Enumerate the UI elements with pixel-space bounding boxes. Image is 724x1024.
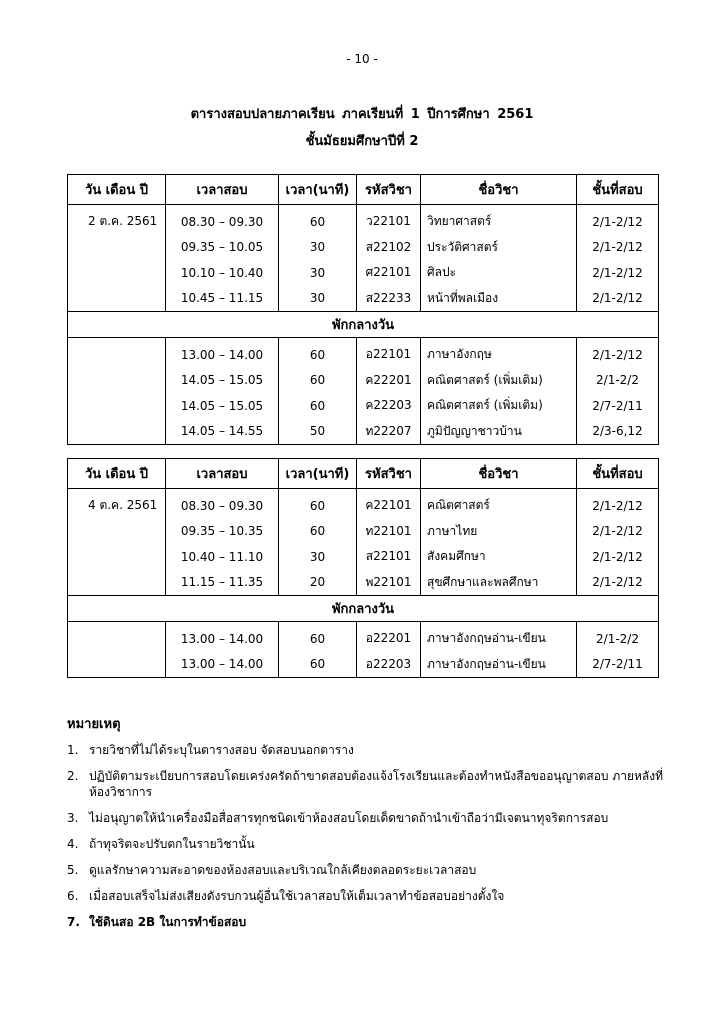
table-row [68,393,659,419]
subject-code: อ22101 [357,338,421,368]
table-row [68,286,659,312]
exam-date: 2 ต.ค. 2561 [68,205,166,235]
lunch-break-row [68,596,659,622]
header-class: ชั้นที่สอบ [577,175,659,205]
subject-name: คณิตศาสตร์ [421,489,577,519]
subject-name: ภาษาไทย [421,519,577,545]
subject-name: ภาษาอังกฤษอ่าน-เขียน [421,652,577,678]
exam-duration: 60 [279,489,357,519]
exam-time: 14.05 – 15.05 [166,368,279,394]
note-item [67,836,667,852]
exam-date-empty [68,570,166,596]
exam-time: 08.30 – 09.30 [166,205,279,235]
exam-date-empty [68,368,166,394]
header-subject: ชื่อวิชา [421,459,577,489]
exam-class: 2/1-2/12 [577,338,659,368]
exam-class: 2/1-2/12 [577,260,659,286]
exam-time: 09.35 – 10.05 [166,235,279,261]
exam-date-empty [68,622,166,652]
subject-code: ส22101 [357,544,421,570]
note-number: 5. [67,863,79,877]
header-date: วัน เดือน ปี [68,459,166,489]
header-code: รหัสวิชา [357,175,421,205]
subject-code: ท22101 [357,519,421,545]
note-text: เมื่อสอบเสร็จไม่ส่งเสียงดังรบกวนผู้อื่นใช้เวลาสอบให้เต็มเวลาทำข้อสอบอย่างตั้งใจ [89,889,505,903]
exam-duration: 60 [279,338,357,368]
exam-duration: 30 [279,235,357,261]
exam-duration: 60 [279,519,357,545]
exam-date-empty [68,519,166,545]
exam-class: 2/1-2/2 [577,622,659,652]
note-number: 1. [67,743,79,757]
exam-class: 2/1-2/12 [577,519,659,545]
header-duration: เวลา(นาที) [279,459,357,489]
table-header-row [68,175,659,205]
subject-name: หน้าที่พลเมือง [421,286,577,312]
exam-time: 13.00 – 14.00 [166,338,279,368]
exam-date-empty [68,544,166,570]
header-time: เวลาสอบ [166,459,279,489]
exam-date-empty [68,235,166,261]
table-row [68,570,659,596]
exam-duration: 60 [279,205,357,235]
exam-duration: 30 [279,544,357,570]
exam-time: 09.35 – 10.35 [166,519,279,545]
lunch-break-label: พักกลางวัน [68,596,659,622]
table-row [68,419,659,445]
exam-class: 2/1-2/12 [577,570,659,596]
exam-time: 14.05 – 15.05 [166,393,279,419]
exam-duration: 30 [279,286,357,312]
exam-class: 2/3-6,12 [577,419,659,445]
exam-time: 10.10 – 10.40 [166,260,279,286]
subject-code: ส22102 [357,235,421,261]
note-number: 2. [67,769,79,783]
exam-date: 4 ต.ค. 2561 [68,489,166,519]
exam-class: 2/1-2/12 [577,205,659,235]
subject-code: ค22201 [357,368,421,394]
exam-schedule-table-day1 [67,174,659,445]
note-item [67,768,667,800]
subject-name: คณิตศาสตร์ (เพิ่มเติม) [421,393,577,419]
note-number: 3. [67,811,79,825]
table-row [68,368,659,394]
note-item [67,914,667,930]
exam-class: 2/7-2/11 [577,393,659,419]
page-title: ตารางสอบปลายภาคเรียน ภาคเรียนที่ 1 ปีการศึกษา 2561 [190,107,534,122]
subject-code: ค22101 [357,489,421,519]
subject-code: พ22101 [357,570,421,596]
exam-date-empty [68,419,166,445]
header-code: รหัสวิชา [357,459,421,489]
header-date: วัน เดือน ปี [68,175,166,205]
table-row [68,544,659,570]
note-text: ปฏิบัติตามระเบียบการสอบโดยเคร่งครัดถ้าขาดสอบต้องแจ้งโรงเรียนและต้องทำหนังสือขออนุญาตสอบ ภายหลังที่ห้องวิชาการ [89,769,664,799]
exam-class: 2/1-2/2 [577,368,659,394]
subject-name: ภาษาอังกฤษอ่าน-เขียน [421,622,577,652]
exam-time: 08.30 – 09.30 [166,489,279,519]
header-time: เวลาสอบ [166,175,279,205]
exam-time: 10.45 – 11.15 [166,286,279,312]
table-row [68,489,659,519]
exam-time: 10.40 – 11.10 [166,544,279,570]
note-text: ไม่อนุญาตให้นำเครื่องมือสื่อสารทุกชนิดเข้าห้องสอบโดยเด็ดขาดถ้านำเข้าถือว่ามีเจตนาทุจริตการสอบ [89,811,609,825]
note-text: ถ้าทุจริตจะปรับตกในรายวิชานั้น [89,837,255,851]
exam-class: 2/1-2/12 [577,286,659,312]
exam-date-empty [68,338,166,368]
note-text: ใช้ดินสอ 2B ในการทำข้อสอบ [89,915,247,929]
table-row [68,205,659,235]
subject-name: คณิตศาสตร์ (เพิ่มเติม) [421,368,577,394]
lunch-break-label: พักกลางวัน [68,312,659,338]
header-subject: ชื่อวิชา [421,175,577,205]
exam-class: 2/1-2/12 [577,489,659,519]
note-text: ดูแลรักษาความสะอาดของห้องสอบและบริเวณใกล้เคียงตลอดระยะเวลาสอบ [89,863,477,877]
exam-date-empty [68,393,166,419]
subject-name: ประวัติศาสตร์ [421,235,577,261]
notes-heading: หมายเหตุ [67,717,121,732]
table-row [68,519,659,545]
subject-code: ท22207 [357,419,421,445]
table-row [68,622,659,652]
note-item [67,888,667,904]
subject-name: ศิลปะ [421,260,577,286]
subject-code: ค22203 [357,393,421,419]
table-row [68,338,659,368]
notes-section [67,713,667,940]
exam-duration: 60 [279,393,357,419]
table-row [68,260,659,286]
lunch-break-row [68,312,659,338]
page-number: - 10 - [346,52,378,66]
note-item [67,742,667,758]
exam-time: 13.00 – 14.00 [166,622,279,652]
note-number: 4. [67,837,79,851]
table-row [68,235,659,261]
exam-time: 13.00 – 14.00 [166,652,279,678]
subject-code: อ22203 [357,652,421,678]
subject-name: ภูมิปัญญาชาวบ้าน [421,419,577,445]
exam-class: 2/1-2/12 [577,235,659,261]
subject-name: สุขศึกษาและพลศึกษา [421,570,577,596]
note-number: 6. [67,889,79,903]
exam-duration: 60 [279,652,357,678]
subject-code: ศ22101 [357,260,421,286]
header-duration: เวลา(นาที) [279,175,357,205]
exam-date-empty [68,260,166,286]
exam-time: 11.15 – 11.35 [166,570,279,596]
exam-class: 2/7-2/11 [577,652,659,678]
exam-date-empty [68,652,166,678]
note-text: รายวิชาที่ไม่ได้ระบุในตารางสอบ จัดสอบนอกตาราง [89,743,354,757]
page-subtitle: ชั้นมัธยมศึกษาปีที่ 2 [305,134,419,149]
exam-duration: 30 [279,260,357,286]
exam-time: 14.05 – 14.55 [166,419,279,445]
subject-code: ส22233 [357,286,421,312]
exam-duration: 50 [279,419,357,445]
subject-name: สังคมศึกษา [421,544,577,570]
subject-name: วิทยาศาสตร์ [421,205,577,235]
header-class: ชั้นที่สอบ [577,459,659,489]
exam-duration: 20 [279,570,357,596]
exam-schedule-table-day2 [67,458,659,678]
exam-class: 2/1-2/12 [577,544,659,570]
table-header-row [68,459,659,489]
subject-name: ภาษาอังกฤษ [421,338,577,368]
subject-code: ว22101 [357,205,421,235]
note-item [67,810,667,826]
exam-duration: 60 [279,622,357,652]
exam-duration: 60 [279,368,357,394]
note-number: 7. [67,915,80,929]
subject-code: อ22201 [357,622,421,652]
exam-date-empty [68,286,166,312]
note-item [67,862,667,878]
table-row [68,652,659,678]
